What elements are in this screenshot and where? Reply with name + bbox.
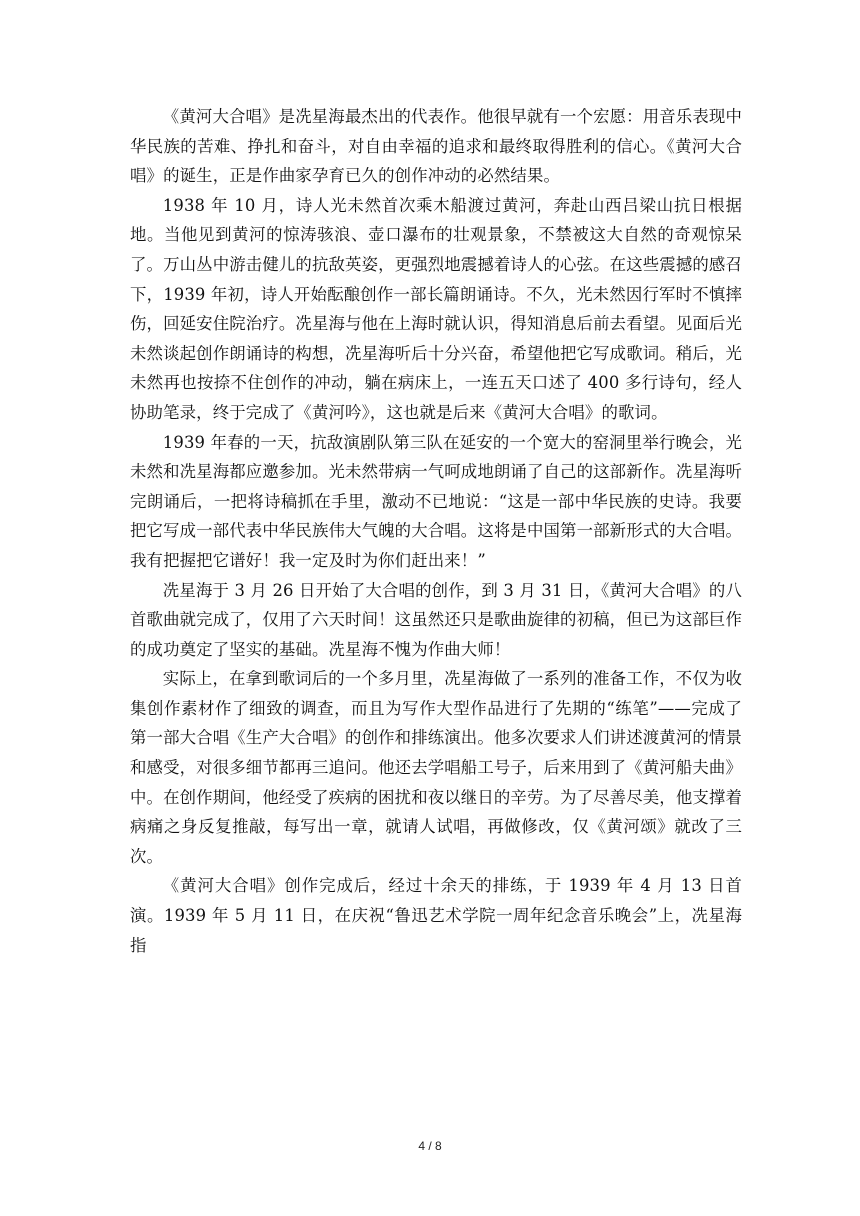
article-body: [130, 102, 742, 960]
page-number: 4 / 8: [418, 1139, 442, 1153]
paragraph-2: 1938 年 10 月，诗人光未然首次乘木船渡过黄河，奔赴山西吕梁山抗日根据地。当他见到黄河的惊涛骇浪、壶口瀑布的壮观景象，不禁被这大自然的奇观惊呆了。万山丛中游击健儿的抗敌英姿，更强烈地震撼着诗人的心弦。在这些震撼的感召下，1939 年初，诗人开始酝酿创作一部长篇朗诵诗。不久，光未然因行军时不慎摔伤，回延安住院治疗。冼星海与他在上海时就认识，得知消息后前去看望。见面后光未然谈起创作朗诵诗的构想，冼星海听后十分兴奋，希望他把它写成歌词。稍后，光未然再也按捺不住创作的冲动，躺在病床上，一连五天口述了 400 多行诗句，经人协助笔录，终于完成了《黄河吟》，这也就是后来《黄河大合唱》的歌词。: [130, 195, 743, 422]
paragraph-4: 冼星海于 3 月 26 日开始了大合唱的创作，到 3 月 31 日，《黄河大合唱》的八首歌曲就完成了，仅用了六天时间！这虽然还只是歌曲旋律的初稿，但已为这部巨作的成功奠定了坚实的基础。冼星海不愧为作曲大师！: [130, 580, 743, 659]
paragraph-5: 实际上，在拿到歌词后的一个多月里，冼星海做了一系列的准备工作，不仅为收集创作素材作了细致的调查，而且为写作大型作品进行了先期的“练笔”——完成了第一部大合唱《生产大合唱》的创作和排练演出。他多次要求人们讲述渡黄河的情景和感受，对很多细节都再三追问。他还去学唱船工号子，后来用到了《黄河船夫曲》中。在创作期间，他经受了疾病的困扰和夜以继日的辛劳。为了尽善尽美，他支撑着病痛之身反复推敲，每写出一章，就请人试唱，再做修改，仅《黄河颂》就改了三次。: [130, 669, 743, 866]
paragraph-3: 1939 年春的一天，抗敌演剧队第三队在延安的一个宽大的窑洞里举行晚会，光未然和冼星海都应邀参加。光未然带病一气呵成地朗诵了自己的这部新作。冼星海听完朗诵后，一把将诗稿抓在手里，激动不已地说：“这是一部中华民族的史诗。我要把它写成一部代表中华民族伟大气魄的大合唱。这将是中国第一部新形式的大合唱。我有把握把它谱好！我一定及时为你们赶出来！”: [130, 432, 743, 570]
paragraph-1: 《黄河大合唱》是冼星海最杰出的代表作。他很早就有一个宏愿：用音乐表现中华民族的苦难、挣扎和奋斗，对自由幸福的追求和最终取得胜利的信心。《黄河大合唱》的诞生，正是作曲家孕育已久的创作冲动的必然结果。: [130, 107, 742, 186]
paragraph-6: 《黄河大合唱》创作完成后，经过十余天的排练，于 1939 年 4 月 13 日首演。1939 年 5 月 11 日，在庆祝“鲁迅艺术学院一周年纪念音乐晚会”上，冼星海指: [130, 876, 742, 955]
